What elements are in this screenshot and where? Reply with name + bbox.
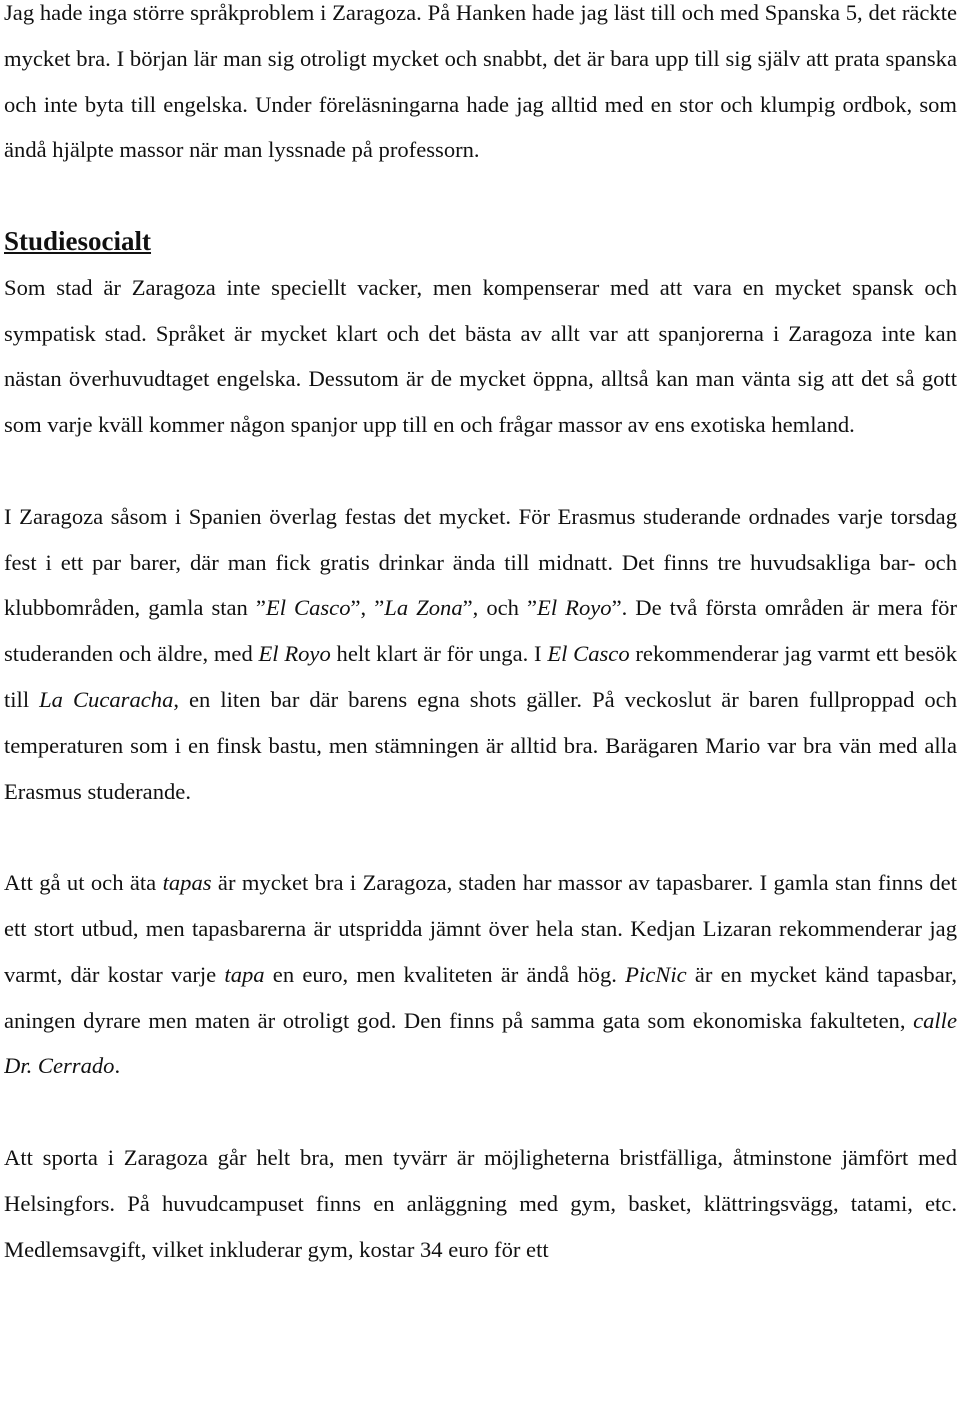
text-segment: Att gå ut och äta xyxy=(4,870,163,896)
text-segment: ”, och ” xyxy=(462,595,538,621)
italic-term: tapa xyxy=(224,961,265,987)
italic-place-name: La Zona xyxy=(384,595,463,621)
text-segment: helt klart är för unga. I xyxy=(330,641,548,667)
document-page xyxy=(4,0,957,1409)
text-segment: Att sporta i Zaragoza går helt bra, men tyvärr är möjligheterna bristfälliga, åtminstone jämfört med Helsingfors. På huvudcampuset finns en anläggning med gym, basket, klättringsvägg, tatami, etc. Medlemsavgift, vilket inkluderar gym, kostar 34 euro för ett xyxy=(4,1144,957,1262)
text-segment: . xyxy=(114,1053,121,1079)
text-segment: I Zaragoza såsom i Spanien överlag festas det mycket. För Erasmus studerande ordnades varje torsdag fest i ett par barer, där man fick gratis drinkar ända till midnatt. Det finns tre huvudsakliga bar- och klubbområden, gamla stan ” xyxy=(4,503,957,621)
paragraph-gap xyxy=(4,448,957,494)
italic-term: tapas xyxy=(162,870,212,896)
text-segment: en euro, men kvaliteten är ändå hög. xyxy=(264,961,626,987)
italic-place-name: El Casco xyxy=(547,641,630,667)
italic-term: calle Dr. Cerrado xyxy=(4,1007,957,1079)
italic-place-name: El Royo xyxy=(258,641,331,667)
section-heading-studiesocialt: Studiesocialt xyxy=(4,225,152,256)
italic-place-name: El Casco xyxy=(265,595,351,621)
text-segment: ”. De två första områden är mera för studeranden och äldre, med xyxy=(4,595,957,667)
text-segment: rekommenderar jag varmt ett besök till xyxy=(4,641,957,712)
italic-place-name: El Royo xyxy=(537,595,612,621)
italic-term: PicNic xyxy=(625,961,687,987)
text-segment: Jag hade inga större språkproblem i Zaragoza. På Hanken hade jag läst till och med Spanska 5, det räckte mycket bra. I början lär man sig otroligt mycket och snabbt, det är bara upp till sig själv att prata spanska och inte byta till engelska. Under föreläsningarna hade jag alltid med en stor och klumpig ordbok, som ändå hjälpte massor när man lyssnade på professorn. xyxy=(4,0,957,163)
text-segment: Som stad är Zaragoza inte speciellt vacker, men kompenserar med att vara en mycket spansk och sympatisk stad. Språket är mycket klart och det bästa av allt var att spanjorerna i Zaragoza inte kan nästan överhuvudtaget engelska. Dessutom är de mycket öppna, alltså kan man vänta sig att det så gott som varje kväll kommer någon spanjor upp till en och frågar massor av ens exotiska hemland. xyxy=(4,274,957,438)
italic-place-name: La Cucaracha xyxy=(39,686,174,712)
paragraph-gap xyxy=(4,814,957,860)
paragraph-nightlife xyxy=(4,494,957,815)
text-segment: är en mycket känd tapasbar, aningen dyrare men maten är otroligt god. Den finns på samma gata som ekonomiska fakulteten, xyxy=(4,961,957,1033)
text-segment: ”, ” xyxy=(350,595,385,621)
text-segment: är mycket bra i Zaragoza, staden har massor av tapasbarer. I gamla stan finns det ett stort utbud, men tapasbarerna är utspridda jämnt över hela stan. Kedjan Lizaran rekommenderar jag varmt, där kostar varje xyxy=(4,870,957,987)
paragraph-tapas xyxy=(4,860,957,1089)
paragraph-gap xyxy=(4,173,957,219)
paragraph-gap xyxy=(4,1089,957,1135)
paragraph-sports xyxy=(4,1135,957,1272)
paragraph-language xyxy=(4,0,957,173)
paragraph-city xyxy=(4,265,957,448)
text-segment: , en liten bar där barens egna shots gäller. På veckoslut är baren fullproppad och temperaturen som i en finsk bastu, men stämningen är alltid bra. Barägaren Mario var bra vän med alla Erasmus studerande. xyxy=(4,686,957,804)
